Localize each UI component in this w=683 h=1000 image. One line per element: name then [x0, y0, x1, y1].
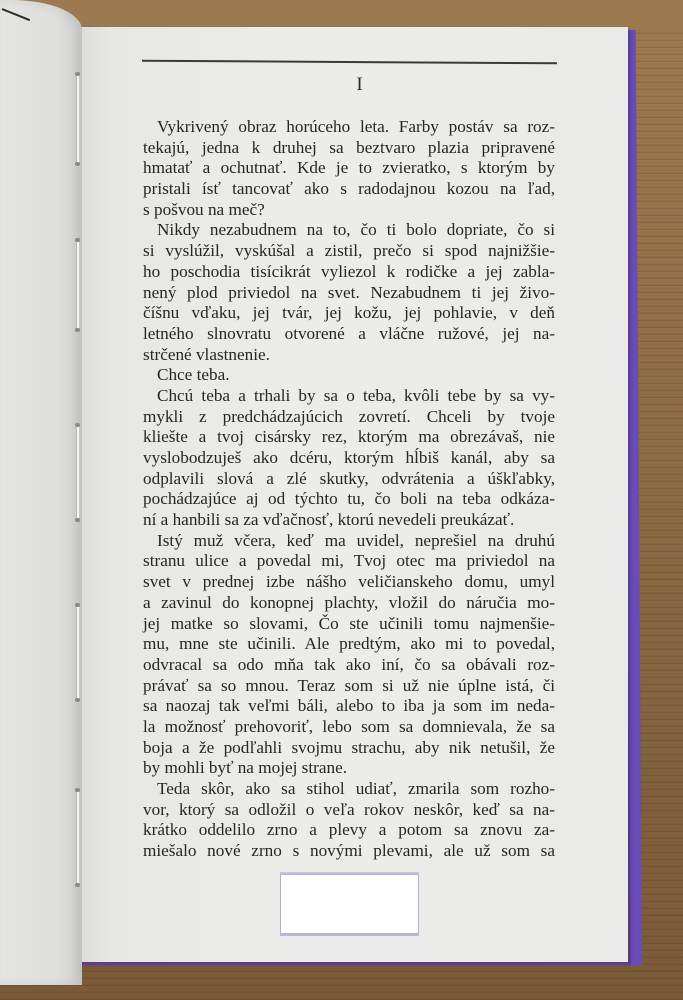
text-line: odplavili slová a zlé skutky, odvrátenia a úškľabky,	[143, 468, 555, 488]
text-line: s pošvou na meč?	[143, 199, 265, 219]
binding-stitch	[76, 425, 80, 520]
text-line: pochádzajúce aj od týchto tu, čo boli na teba odkáza-	[143, 489, 555, 509]
paragraph-first-line: Istý muž včera, keď ma uvidel, neprešiel na druhú	[157, 530, 555, 550]
binding-stitch	[76, 240, 80, 330]
paragraph-first-line: Vykrivený obraz horúceho leta. Farby postáv sa roz-	[157, 117, 555, 136]
text-line: ní a hanbili sa za vďačnosť, ktorú nevedeli preukázať.	[143, 510, 515, 530]
text-line: odvracal sa odo mňa tak ako iní, čo sa obávali roz-	[143, 654, 555, 674]
text-line: si vyslúžil, vyskúšal a zistil, prečo si spod najnižšie-	[143, 241, 555, 261]
paragraph-first-line: Teda skôr, ako sa stihol udiať, zmarila som rozho-	[157, 779, 555, 798]
text-line: ho poschodia tisícikrát vyliezol k rodičke a jej zabla-	[143, 261, 555, 281]
chapter-number: I	[356, 74, 363, 95]
text-line: právať sa so mnou. Teraz som si už nie úplne istá, či	[143, 675, 555, 695]
text-line: la možnosť prehovoriť, lebo som sa domnievala, že sa	[143, 716, 555, 736]
table-surface	[0, 0, 683, 30]
paragraph-first-line: Chce teba.	[157, 365, 230, 385]
text-line: svet v prednej izbe nášho veličianskeho domu, umyl	[143, 572, 555, 592]
text-line: hmatať a ochutnať. Kde je to zvieratko, s ktorým by	[143, 158, 555, 178]
text-line: mu, mne ste učinili. Ale predtým, ako mi to povedal,	[143, 634, 555, 654]
body-text	[143, 117, 555, 862]
text-line: číšnu vďaku, jej tvár, jej kožu, jej pohlavie, v deň	[143, 303, 555, 323]
text-line: a zavinul do konopnej plachty, vložil do náručia mo-	[143, 592, 555, 612]
redacted-page-footer	[280, 874, 419, 934]
text-line: pristali ísť tancovať ako s radodajnou kozou na ľad,	[143, 179, 555, 199]
text-line: krátko oddelilo zrno a plevy a potom sa znovu za-	[143, 820, 555, 840]
left-page	[0, 0, 82, 985]
text-line: strčené vlastnenie.	[143, 344, 270, 364]
text-line: by mohli byť na mojej strane.	[143, 758, 348, 778]
binding-stitch	[76, 605, 80, 700]
binding-stitch	[76, 790, 80, 885]
text-line: miešalo nové zrno s novými plevami, ale už som sa	[143, 841, 555, 861]
text-line: jej matke so slovami, Čo ste učinili tomu najmenšie-	[143, 613, 555, 633]
text-line: sa naozaj tak veľmi báli, alebo to iba ja som im neda-	[143, 696, 555, 716]
text-line: letného slnovratu otvorené a vláčne ružové, jej na-	[143, 323, 555, 343]
text-line: vyslobodzuješ ako dcéru, ktorým hĺbiš kanál, aby sa	[143, 448, 555, 467]
text-line: vor, ktorý sa odložil o veľa rokov neskôr, keď sa na-	[143, 799, 555, 819]
text-line: kliešte a tvoj cisársky rez, ktorým ma obrezávaš, nie	[143, 427, 555, 447]
chapter-heading	[0, 74, 683, 96]
text-line: mykli z predchádzajúcich zovretí. Chceli by tvoje	[143, 406, 555, 426]
text-line: tekajú, jedna k druhej sa beztvaro plazia pripravené	[143, 137, 555, 157]
left-page-header-rule	[2, 8, 31, 21]
text-line: boja a že podľahli svojmu strachu, aby nik netušil, že	[143, 737, 555, 757]
text-line: stranu ulice a povedal mi, Tvoj otec ma priviedol na	[143, 551, 555, 571]
paragraph-first-line: Chcú teba a trhali by sa o teba, kvôli tebe by sa vy-	[157, 385, 555, 405]
paragraph-first-line: Nikdy nezabudnem na to, čo ti bolo dopriate, čo si	[157, 220, 555, 240]
text-line: nený plod priviedol na svet. Nezabudnem ti jej živo-	[143, 282, 555, 302]
